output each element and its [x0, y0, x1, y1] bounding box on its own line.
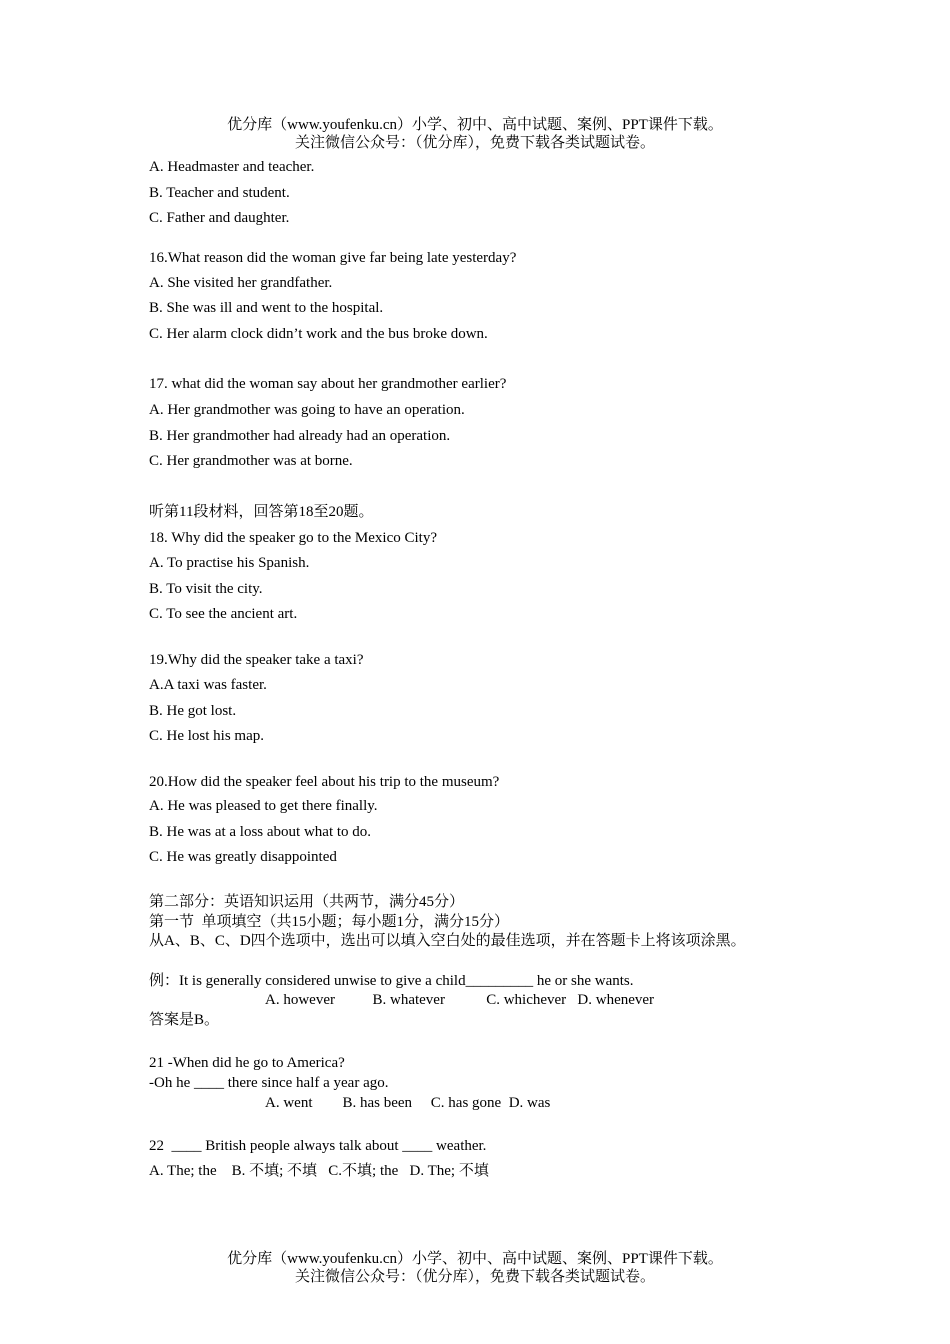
q18-option-c: C. To see the ancient art.	[149, 606, 298, 622]
q15-option-b: B. Teacher and student.	[149, 185, 290, 201]
q17-question: 17. what did the woman say about her grandmother earlier?	[149, 376, 507, 392]
q16-question: 16.What reason did the woman give far being late yesterday?	[149, 250, 517, 266]
q20-option-a: A. He was pleased to get there finally.	[149, 798, 378, 814]
footer-line-1: 优分库（www.youfenku.cn）小学、初中、高中试题、案例、PPT课件下载。	[227, 1251, 723, 1267]
q21-line-2: -Oh he ____ there since half a year ago.	[149, 1075, 389, 1091]
q20-question: 20.How did the speaker feel about his trip to the museum?	[149, 774, 500, 790]
q22-options: A. The; the B. 不填; 不填 C.不填; the D. The; 不填	[149, 1163, 489, 1179]
q16-option-b: B. She was ill and went to the hospital.	[149, 300, 384, 316]
footer-line-2: 关注微信公众号：（优分库），免费下载各类试题试卷。	[294, 1269, 655, 1285]
q19-option-b: B. He got lost.	[149, 703, 237, 719]
q16-option-c: C. Her alarm clock didn’t work and the bus broke down.	[149, 326, 488, 342]
example-answer: 答案是B。	[149, 1012, 220, 1028]
example-options: A. however B. whatever C. whichever D. whenever	[265, 992, 655, 1008]
part2-section1: 第一节 单项填空（共15小题；每小题1分，满分15分）	[149, 914, 510, 930]
q20-option-b: B. He was at a loss about what to do.	[149, 824, 372, 840]
q18-option-a: A. To practise his Spanish.	[149, 555, 310, 571]
section11-instruction: 听第11段材料，回答第18至20题。	[149, 504, 374, 520]
q19-option-c: C. He lost his map.	[149, 728, 264, 744]
q19-question: 19.Why did the speaker take a taxi?	[149, 652, 364, 668]
example-question: 例：It is generally considered unwise to give a child_________ he or she wants.	[149, 973, 634, 989]
header-line-1: 优分库（www.youfenku.cn）小学、初中、高中试题、案例、PPT课件下载。	[227, 117, 723, 133]
q15-option-c: C. Father and daughter.	[149, 210, 290, 226]
q16-option-a: A. She visited her grandfather.	[149, 275, 333, 291]
part2-title: 第二部分：英语知识运用（共两节，满分45分）	[149, 894, 465, 910]
q20-option-c: C. He was greatly disappointed	[149, 849, 337, 865]
q18-question: 18. Why did the speaker go to the Mexico City?	[149, 530, 437, 546]
q22-question: 22 ____ British people always talk about ____ weather.	[149, 1138, 487, 1154]
part2-instruction: 从A、B、C、D四个选项中，选出可以填入空白处的最佳选项，并在答题卡上将该项涂黑。	[149, 933, 746, 949]
q17-option-b: B. Her grandmother had already had an operation.	[149, 428, 451, 444]
q19-option-a: A.A taxi was faster.	[149, 677, 267, 693]
q17-option-a: A. Her grandmother was going to have an operation.	[149, 402, 465, 418]
q17-option-c: C. Her grandmother was at borne.	[149, 453, 353, 469]
q21-options: A. went B. has been C. has gone D. was	[265, 1095, 551, 1111]
header-line-2: 关注微信公众号：（优分库），免费下载各类试题试卷。	[294, 135, 655, 151]
q18-option-b: B. To visit the city.	[149, 581, 263, 597]
q15-option-a: A. Headmaster and teacher.	[149, 159, 315, 175]
q21-line-1: 21 -When did he go to America?	[149, 1055, 345, 1071]
